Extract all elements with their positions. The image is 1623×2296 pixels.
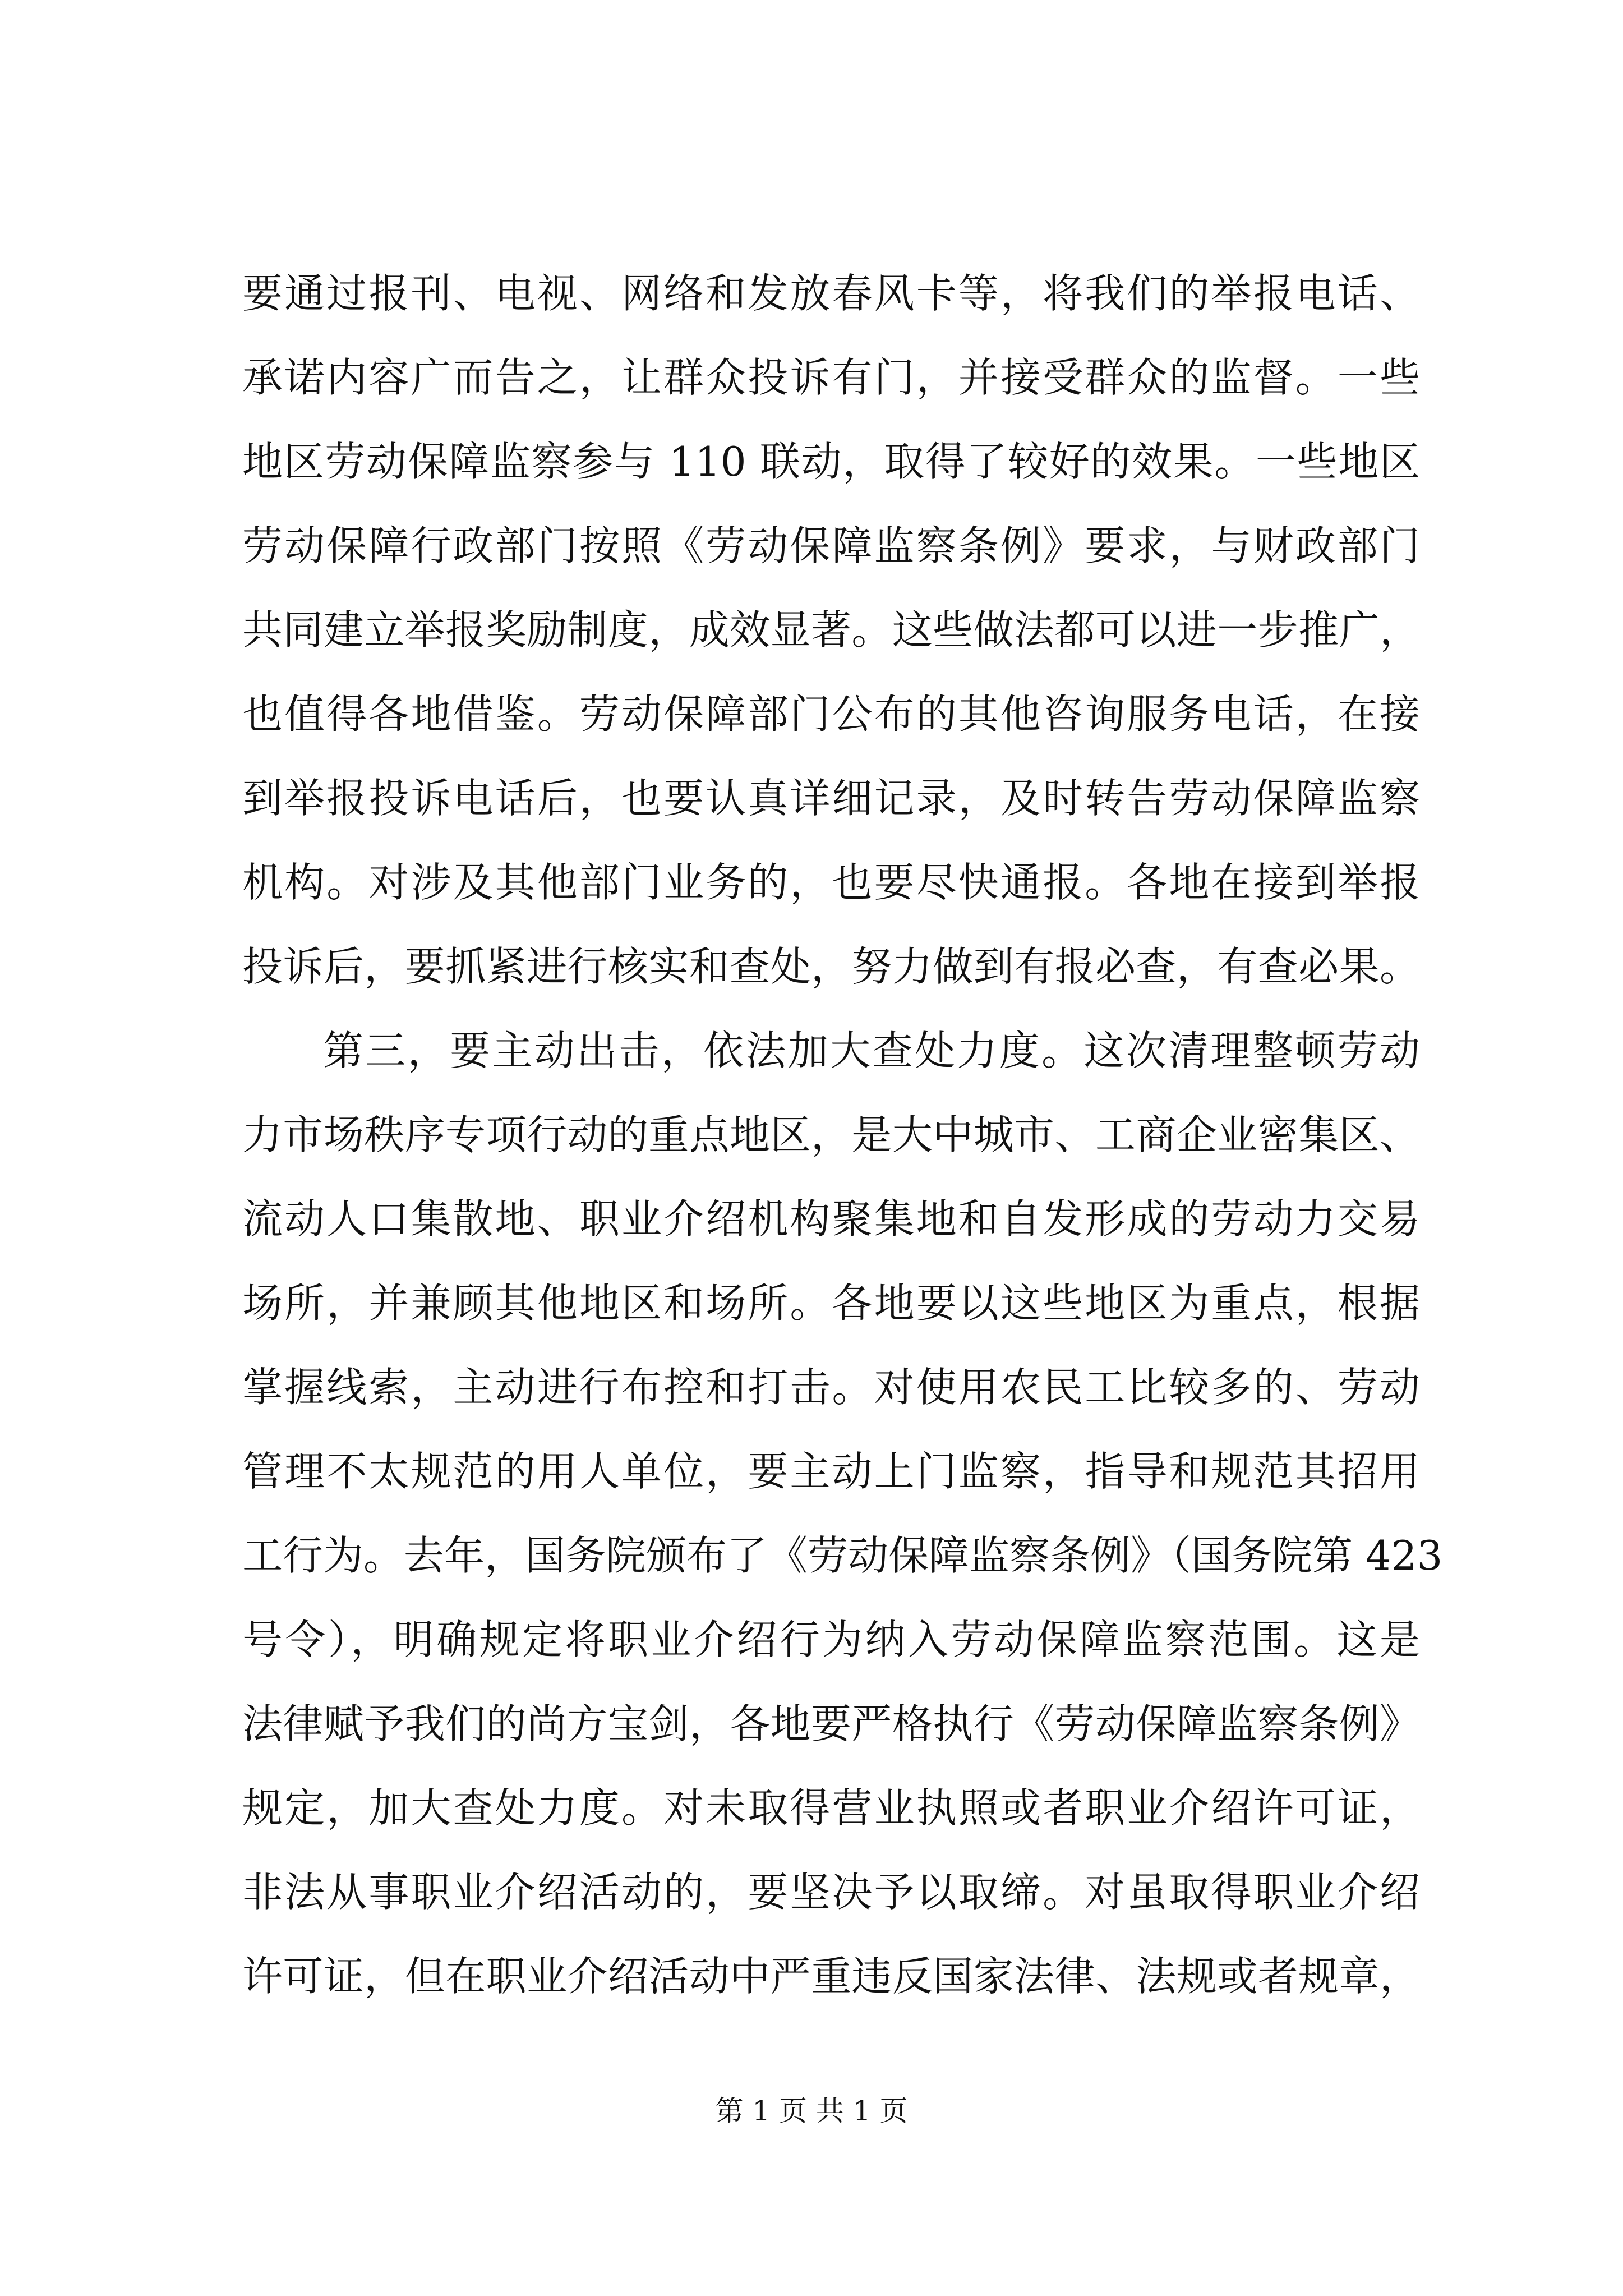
text-line: 要通过报刊、电视、网络和发放春风卡等，将我们的举报电话、 <box>242 270 1420 317</box>
text-line: 投诉后，要抓紧进行核实和查处，努力做到有报必查，有查必果。 <box>242 943 1420 990</box>
text-line: 号令），明确规定将职业介绍行为纳入劳动保障监察范围。这是 <box>242 1616 1420 1663</box>
text-line: 法律赋予我们的尚方宝剑，各地要严格执行《劳动保障监察条例》 <box>242 1700 1420 1747</box>
text-line: 流动人口集散地、职业介绍机构聚集地和自发形成的劳动力交易 <box>242 1195 1420 1243</box>
page-number-footer: 第 1 页 共 1 页 <box>715 2095 908 2127</box>
paragraph-start-line: 第三，要主动出击，依法加大查处力度。这次清理整顿劳动 <box>323 1027 1420 1074</box>
text-line: 掌握线索，主动进行布控和打击。对使用农民工比较多的、劳动 <box>242 1364 1420 1411</box>
text-line: 承诺内容广而告之，让群众投诉有门，并接受群众的监督。一些 <box>242 354 1420 401</box>
text-line: 共同建立举报奖励制度，成效显著。这些做法都可以进一步推广， <box>242 606 1420 654</box>
text-line: 到举报投诉电话后，也要认真详细记录，及时转告劳动保障监察 <box>242 775 1420 822</box>
text-line: 劳动保障行政部门按照《劳动保障监察条例》要求，与财政部门 <box>242 522 1420 569</box>
text-line: 也值得各地借鉴。劳动保障部门公布的其他咨询服务电话，在接 <box>242 691 1420 738</box>
text-line: 机构。对涉及其他部门业务的，也要尽快通报。各地在接到举报 <box>242 859 1420 906</box>
text-line: 工行为。去年，国务院颁布了《劳动保障监察条例》（国务院第 423 <box>242 1532 1443 1579</box>
body-text <box>242 251 1443 2018</box>
text-line: 非法从事职业介绍活动的，要坚决予以取缔。对虽取得职业介绍 <box>242 1869 1420 1916</box>
text-line: 许可证，但在职业介绍活动中严重违反国家法律、法规或者规章， <box>242 1953 1420 2000</box>
text-line: 力市场秩序专项行动的重点地区，是大中城市、工商企业密集区、 <box>242 1111 1420 1158</box>
text-line: 规定，加大查处力度。对未取得营业执照或者职业介绍许可证， <box>242 1784 1420 1832</box>
text-line: 场所，并兼顾其他地区和场所。各地要以这些地区为重点，根据 <box>242 1280 1420 1327</box>
text-line: 地区劳动保障监察参与 110 联动，取得了较好的效果。一些地区 <box>242 438 1420 485</box>
text-line: 管理不太规范的用人单位，要主动上门监察，指导和规范其招用 <box>242 1448 1420 1495</box>
